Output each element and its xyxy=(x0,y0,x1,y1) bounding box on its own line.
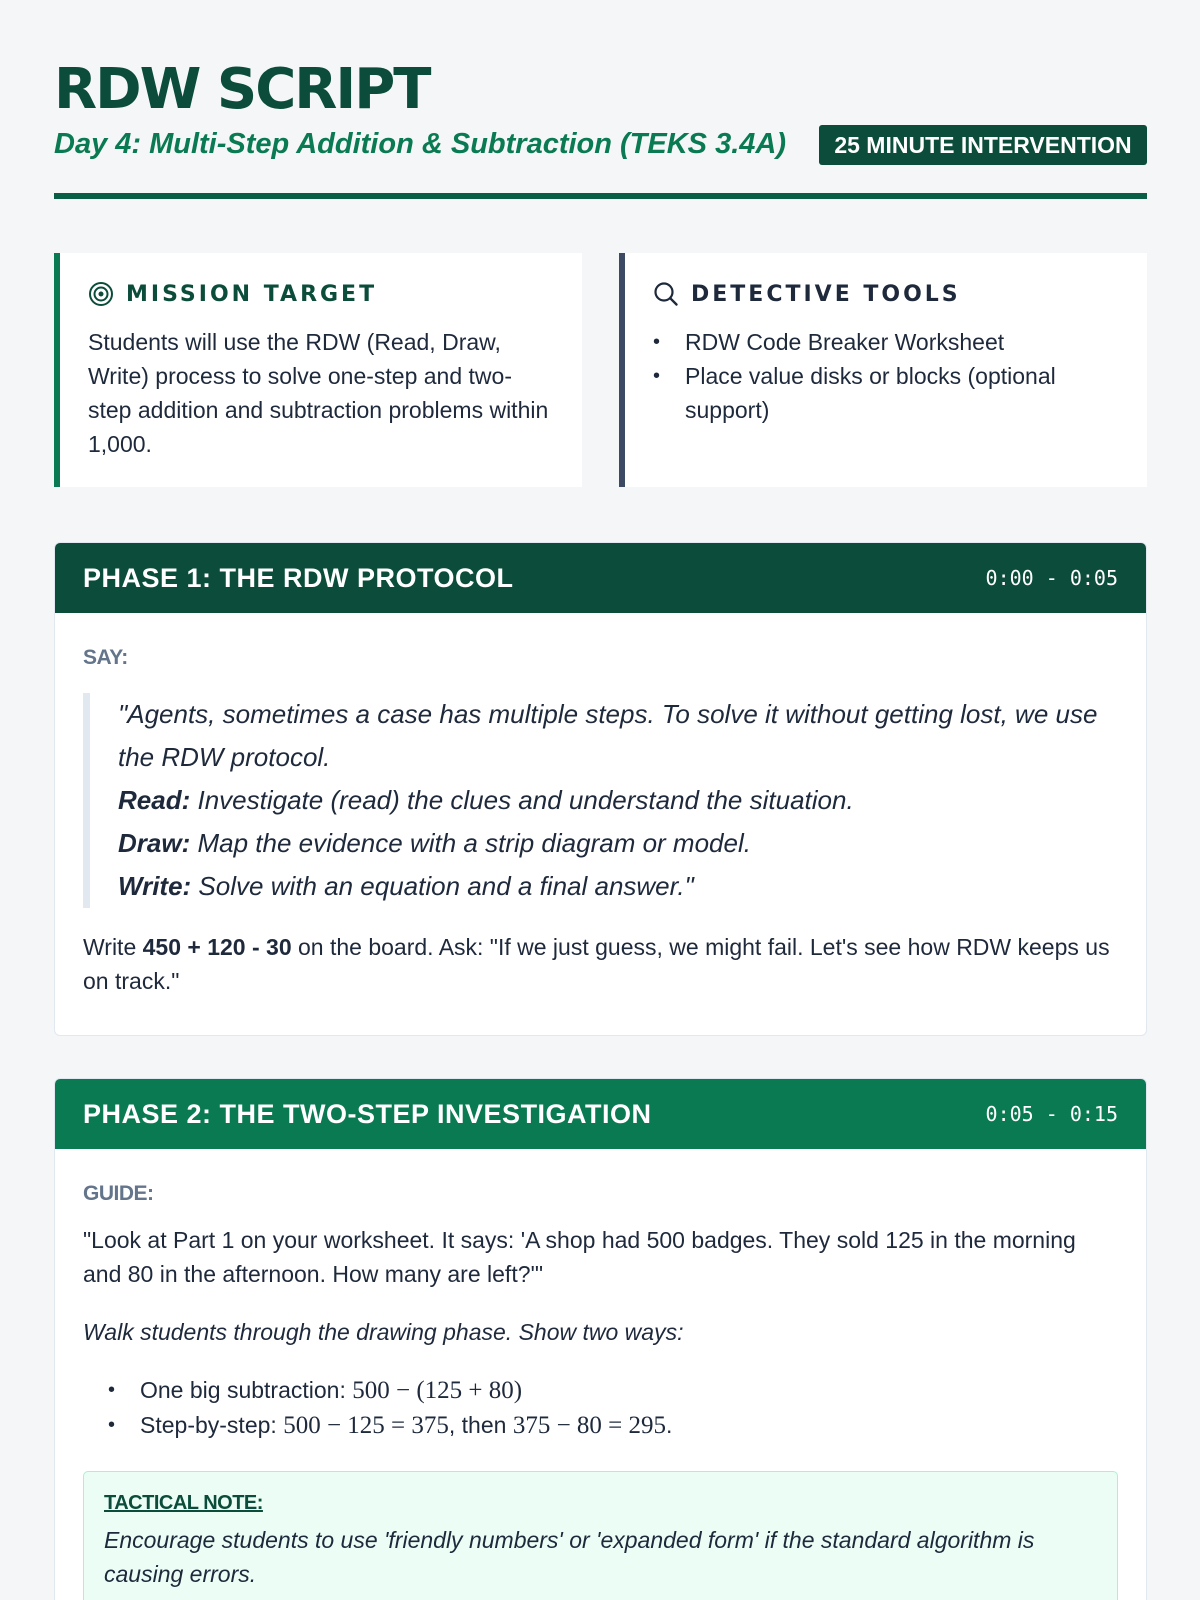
phase-1-time: 0:00 - 0:05 xyxy=(985,566,1118,590)
way1-text: One big subtraction: xyxy=(140,1377,353,1403)
tools-list xyxy=(653,325,1117,427)
board-pre-text: Write xyxy=(83,934,143,960)
mission-target-text: Students will use the RDW (Read, Draw, Write) process to solve one-step and two-step addition and subtraction problems within 1,000. xyxy=(88,329,549,457)
magnifier-icon xyxy=(653,281,679,307)
list-item: • RDW Code Breaker Worksheet xyxy=(653,325,1117,359)
detective-tools-header xyxy=(653,279,1117,309)
tactical-note-text: Encourage students to use 'friendly numbers' or 'expanded form' if the standard algorithm is causing errors. xyxy=(104,1527,1035,1587)
way1-math: 500 − (125 + 80) xyxy=(352,1377,523,1404)
say-label: SAY: xyxy=(83,646,128,669)
phase-1-section xyxy=(54,542,1147,1036)
page-subtitle: Day 4: Multi-Step Addition & Subtraction (TEKS 3.4A) xyxy=(54,128,786,160)
mission-target-header xyxy=(88,279,552,309)
tactical-note xyxy=(83,1471,1118,1600)
read-text: Investigate (read) the clues and understand the situation. xyxy=(190,785,854,815)
guide-prompt: "Look at Part 1 on your worksheet. It says: 'A shop had 500 badges. They sold 125 in the morning and 80 in the afternoon. How many are left?'" xyxy=(83,1227,1076,1287)
board-expression: 450 + 120 - 30 xyxy=(142,934,292,960)
duration-badge: 25 MINUTE INTERVENTION xyxy=(819,125,1147,165)
phase-1-title: PHASE 1: THE RDW PROTOCOL xyxy=(83,562,514,593)
phase-1-header xyxy=(55,543,1146,613)
phase-2-header xyxy=(55,1079,1146,1149)
quote-draw-line xyxy=(118,822,1118,865)
list-item xyxy=(83,1373,1118,1408)
way2-end: . xyxy=(666,1412,673,1438)
write-label: Write: xyxy=(118,871,192,901)
way2-math-b: 375 − 80 = 295 xyxy=(512,1412,667,1439)
draw-text: Map the evidence with a strip diagram or model. xyxy=(190,828,751,858)
write-text: Solve with an equation and a final answer." xyxy=(191,871,694,901)
guide-label: GUIDE: xyxy=(83,1182,154,1205)
way2-mid: , then xyxy=(448,1412,513,1438)
mission-target-card xyxy=(54,253,582,487)
list-item xyxy=(83,1408,1118,1443)
board-post-text: on the board. Ask: "If we just guess, we might fail. Let's see how RDW keeps us on track." xyxy=(83,934,1110,994)
phase-2-section xyxy=(54,1078,1147,1600)
quote-write-line xyxy=(118,865,1118,908)
phase-2-time: 0:05 - 0:15 xyxy=(985,1102,1118,1126)
phase-2-title: PHASE 2: THE TWO-STEP INVESTIGATION xyxy=(83,1098,652,1129)
solution-methods xyxy=(83,1373,1118,1443)
quote-intro: "Agents, sometimes a case has multiple steps. To solve it without getting lost, we use the RDW protocol. xyxy=(118,699,1098,772)
mission-target-heading: MISSION TARGET xyxy=(126,281,378,307)
list-item: • Place value disks or blocks (optional support) xyxy=(653,359,1117,427)
header-divider xyxy=(54,193,1147,199)
way2-math-a: 500 − 125 = 375 xyxy=(283,1412,449,1439)
draw-label: Draw: xyxy=(118,828,191,858)
read-label: Read: xyxy=(118,785,191,815)
page-title: RDW SCRIPT xyxy=(54,57,430,122)
detective-tools-heading: DETECTIVE TOOLS xyxy=(691,281,961,307)
way2-text: Step-by-step: xyxy=(140,1412,284,1438)
quote-read-line xyxy=(118,779,1118,822)
walk-instruction: Walk students through the drawing phase. Show two ways: xyxy=(83,1319,684,1345)
say-quote xyxy=(83,693,1118,908)
tactical-note-label: TACTICAL NOTE: xyxy=(104,1492,263,1514)
board-instruction xyxy=(83,930,1118,998)
detective-tools-card xyxy=(619,253,1147,487)
target-icon xyxy=(88,281,114,307)
